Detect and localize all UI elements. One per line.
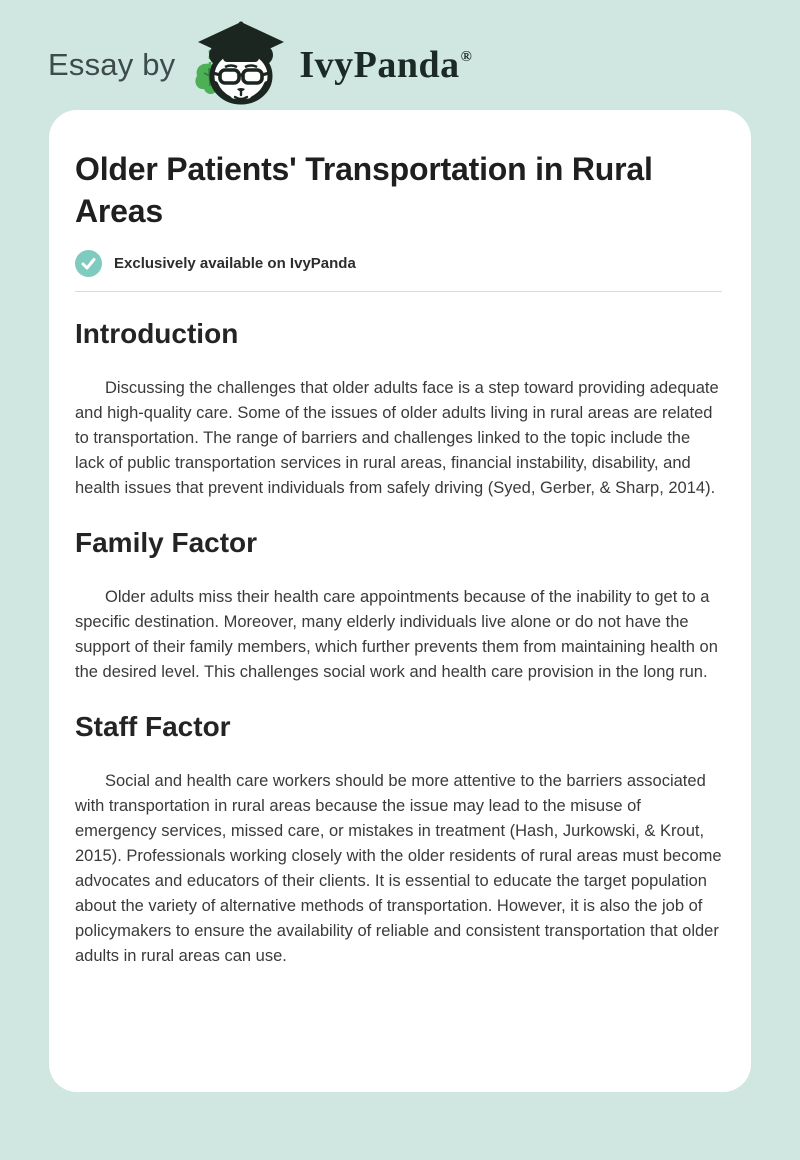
section-heading: Introduction xyxy=(75,318,239,349)
availability-note: Exclusively available on IvyPanda xyxy=(114,255,356,272)
registered-trademark-symbol: ® xyxy=(460,49,473,65)
brand-name: IvyPanda xyxy=(299,44,460,86)
section-heading: Family Factor xyxy=(75,527,258,558)
section-paragraph: Social and health care workers should be more attentive to the barriers associated with transportation in rural areas because the issue may lead to the misuse of emergency services, missed care, or mistakes in treatment (Hash, Jurkowski, & Krout, 2015). Professionals working closely with the older residents of rural areas must become advocates and educators of their clients. It is essential to educate the target population about the variety of alternative methods of transportation. However, it is also the job of policymakers to ensure the availability of reliable and consistent transportation that older adults in rural areas can use. xyxy=(75,772,722,965)
divider xyxy=(75,291,722,292)
section-family-factor xyxy=(75,525,722,685)
section-heading: Staff Factor xyxy=(75,711,231,742)
section-paragraph: Discussing the challenges that older adults face is a step toward providing adequate and high-quality care. Some of the issues of older adults living in rural areas are related to transportation. The range of barriers and challenges linked to the topic include the lack of public transportation services in rural areas, financial instability, disability, and health issues that prevent individuals from safely driving (Syed, Gerber, & Sharp, 2014). xyxy=(75,379,719,497)
essay-title: Older Patients' Transportation in Rural Areas xyxy=(75,151,653,229)
ivypanda-wordmark[interactable] xyxy=(299,46,472,84)
section-paragraph: Older adults miss their health care appointments because of the inability to get to a specific destination. Moreover, many elderly individuals live alone or do not have the support of their family members, which further prevents them from maintaining health on the desired level. This challenges social work and health care provision in the long run. xyxy=(75,588,718,681)
essay-by-label: Essay by xyxy=(48,47,176,82)
section-staff-factor xyxy=(75,709,722,969)
availability-row xyxy=(75,250,722,277)
site-header xyxy=(0,0,800,110)
check-circle-icon xyxy=(75,250,102,277)
section-introduction xyxy=(75,316,722,501)
essay-card xyxy=(49,110,751,1092)
ivypanda-panda-logo-icon[interactable] xyxy=(189,18,291,112)
